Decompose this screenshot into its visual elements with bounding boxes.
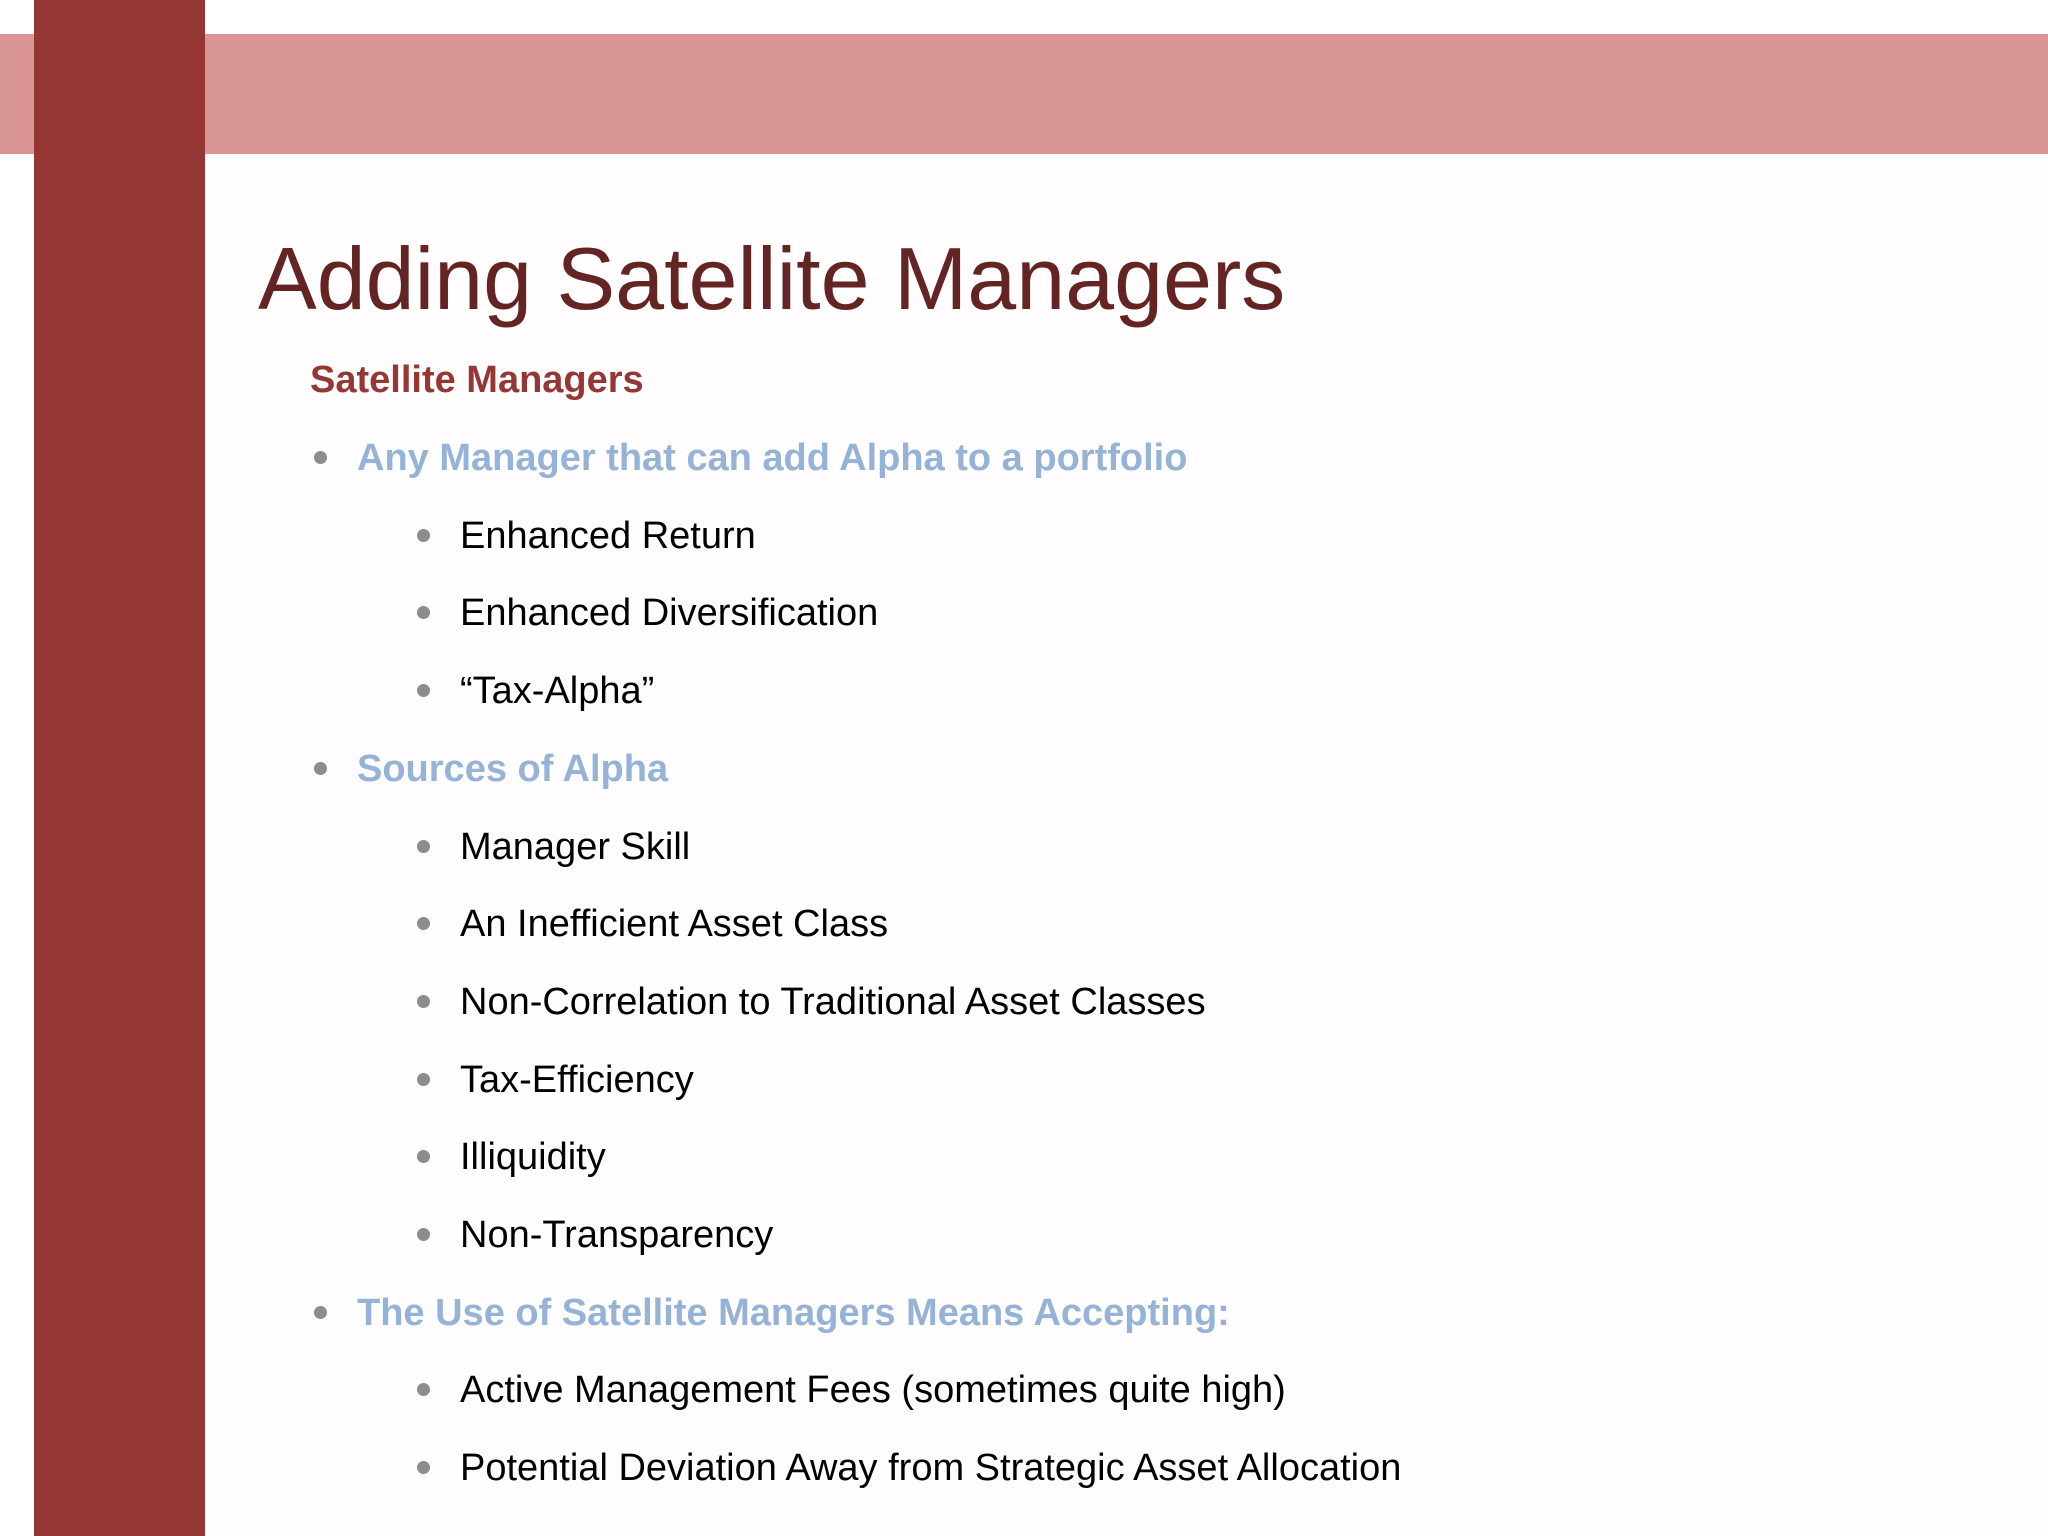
list-item-text: Enhanced Diversification — [460, 592, 879, 634]
bullet-icon — [314, 762, 327, 775]
list-item-text: Non-Correlation to Traditional Asset Classes — [460, 981, 1206, 1023]
list-item — [0, 1133, 2048, 1181]
list-item — [0, 823, 2048, 871]
bullet-icon — [417, 1073, 430, 1086]
bullet-icon — [417, 917, 430, 930]
page-title: Adding Satellite Managers — [258, 229, 1286, 328]
bullet-icon — [417, 1150, 430, 1163]
bullet-icon — [314, 451, 327, 464]
list-item-text: Illiquidity — [460, 1136, 606, 1178]
list-item — [0, 745, 2048, 793]
list-item-text: Enhanced Return — [460, 515, 756, 557]
list-item-text: The Use of Satellite Managers Means Accepting: — [357, 1292, 1230, 1334]
list-item — [0, 1289, 2048, 1337]
list-item — [0, 1056, 2048, 1104]
list-item-text: Tax-Efficiency — [460, 1059, 694, 1101]
list-item — [0, 434, 2048, 482]
bullet-icon — [417, 840, 430, 853]
list-item-text: Active Management Fees (sometimes quite high) — [460, 1369, 1286, 1411]
section-subtitle: Satellite Managers — [310, 359, 644, 401]
list-item-text: Any Manager that can add Alpha to a portfolio — [357, 437, 1188, 479]
list-item — [0, 512, 2048, 560]
list-item — [0, 978, 2048, 1026]
list-item — [0, 667, 2048, 715]
list-item-text: An Inefficient Asset Class — [460, 903, 889, 945]
list-item-text: “Tax-Alpha” — [460, 670, 655, 712]
bullet-icon — [417, 995, 430, 1008]
list-item — [0, 1366, 2048, 1414]
bullet-icon — [314, 1306, 327, 1319]
list-item — [0, 589, 2048, 637]
bullet-icon — [417, 684, 430, 697]
list-item — [0, 900, 2048, 948]
list-item-text: Non-Transparency — [460, 1214, 774, 1256]
list-item — [0, 1211, 2048, 1259]
list-item-text: Manager Skill — [460, 826, 691, 868]
bullet-icon — [417, 1228, 430, 1241]
list-item-text: Sources of Alpha — [357, 748, 669, 790]
list-item-text: Potential Deviation Away from Strategic Asset Allocation — [460, 1447, 1402, 1489]
bullet-icon — [417, 606, 430, 619]
bullet-icon — [417, 1383, 430, 1396]
bullet-icon — [417, 1461, 430, 1474]
list-item — [0, 1444, 2048, 1492]
bullet-icon — [417, 529, 430, 542]
